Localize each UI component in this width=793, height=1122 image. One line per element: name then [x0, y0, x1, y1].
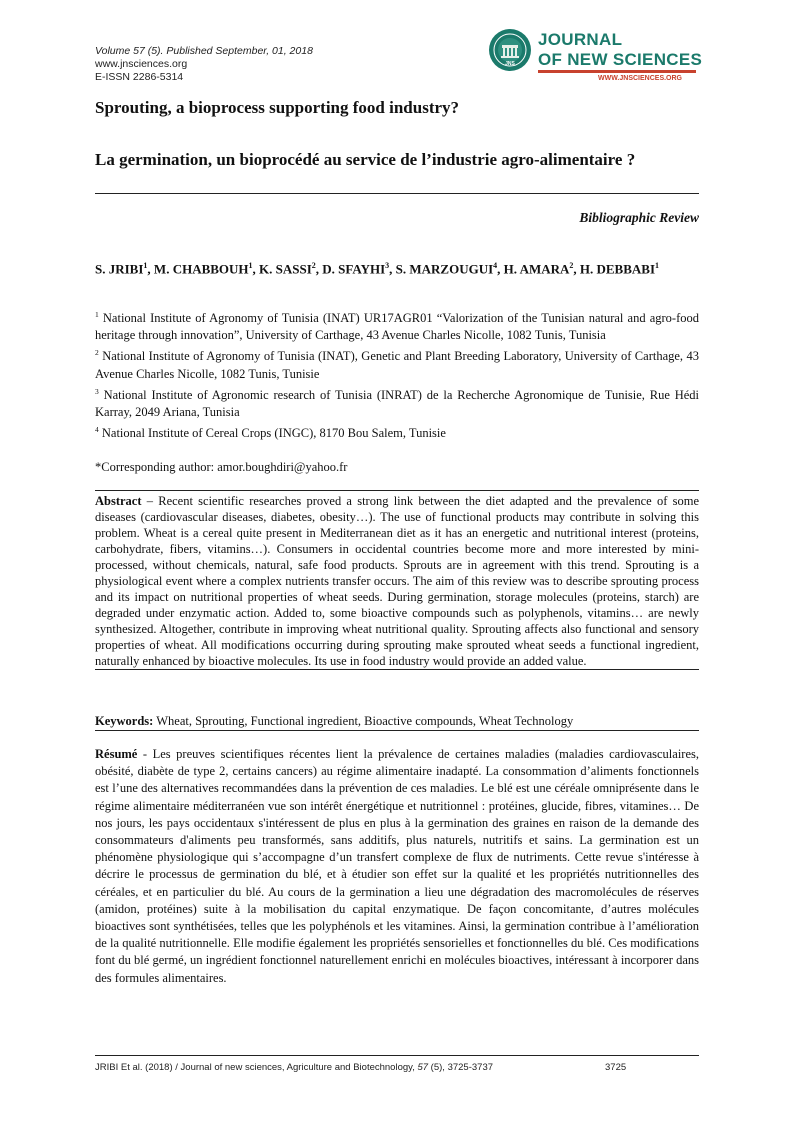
resume-text: Résumé - Les preuves scientifiques récentes lient la prévalence de certaines maladies (maladies cardiovasculaires, obésité, diabète de type 2, certains cancers) au régime alimentaire inadapté. La consommation d’aliments fonctionnels est l’une des alternatives recommandées dans la prévention de ces maladies. Le blé est une céréale omniprésente dans le régime alimentaire méditerranéen vue son intérêt énergétique et nutritionnel : protéines, glucide, fibres, vitamines… De nos jours, les pays occidentaux s'intéressent de plus en plus à la germination des graines en raison de la demande des consommateurs d'aliments peu transformés, sans additifs, plus naturels, nutritifs et sains. La germination est un phénomène physiologique qui s’accompagne d’un transfert complexe de flux de nutriments. Cette revue s'intéresse à décrire le processus de germination du blé, et à étudier son effet sur la qualité et les propriétés nutritionnelles des céréales, et en particulier du blé. Au cours de la germination a lieu une dégradation des macromolécules de réserves (amidon, protéines) suite à la mobilisation du capital enzymatique. De façon concomitante, d’autres molécules bioactives sont synthétisées, telles que les polyphénols et les vitamines. Ainsi, la germination contribue à l’amélioration de la qualité nutritionnelle. Elle modifie également les propriétés sensorielles et fonctionnelles du blé. Ces modifications font du blé germé, un ingrédient fonctionnel naturellement enrichi en molécules bioactives, intéressant à incorporer dans des formules alimentaires.	[95, 747, 699, 985]
footer-divider	[95, 1055, 699, 1056]
logo-line-1: JOURNAL	[538, 30, 623, 49]
svg-text:JNS: JNS	[505, 61, 515, 67]
affiliations	[95, 306, 699, 442]
logo-url: WWW.JNSCIENCES.ORG	[598, 75, 683, 82]
title-french: La germination, un bioprocédé au service de l’industrie agro-alimentaire ?	[95, 150, 636, 169]
author-name: S. MARZOUGUI	[395, 261, 494, 277]
title-english: Sprouting, a bioprocess supporting food industry?	[95, 98, 460, 117]
keywords-label: Keywords:	[95, 714, 154, 728]
page-number: 3725	[605, 1062, 627, 1073]
volume-info: Volume 57 (5). Published September, 01, 2018	[95, 45, 313, 57]
journal-meta	[95, 45, 313, 84]
author-affiliation-mark: 2	[569, 261, 574, 270]
author-name: H. DEBBABI	[579, 261, 656, 277]
abstract-section	[95, 490, 699, 670]
affiliation-1: $^1$ National Institute of Agronomy of Tunisia (INAT) UR17AGR01 “Valorization of the Tunisian natural and agro-food heritage through innovation”, University of Carthage, 43 Avenue Charles Nicolle, 1082 Tunis, Tunisia	[95, 310, 700, 343]
journal-logo	[488, 28, 703, 88]
journal-website: www.jnsciences.org	[95, 58, 188, 70]
journal-eissn: E-ISSN 2286-5314	[95, 71, 184, 83]
author-name: M. CHABBOUH	[153, 261, 249, 277]
author-name: D. SFAYHI	[322, 261, 386, 277]
author-affiliation-mark: 4	[493, 261, 498, 270]
affiliation-3: $^3$ National Institute of Agronomic research of Tunisia (INRAT) de la Recherche Agronomique de Tunisie, Rue Hédi Karray, 2049 Ariana, Tunisia	[95, 386, 699, 420]
affiliation-4: $^4$ National Institute of Cereal Crops (INGC), 8170 Bou Salem, Tunisie	[95, 425, 446, 441]
logo-underline	[538, 70, 696, 73]
title-divider	[95, 193, 699, 194]
corresponding-author: *Corresponding author: amor.boughdiri@yahoo.fr	[95, 460, 348, 474]
author-name: S. JRIBI	[95, 261, 144, 277]
author-list: S. JRIBI$^1$, M. CHABBOUH$^1$, K. SASSI$^2$, D. SFAYHI$^3$, S. MARZOUGUI$^4$, H. AMARA$^2$, H. DEBBABI$^1$	[95, 261, 660, 277]
author-affiliation-mark: 1	[248, 261, 253, 270]
footer-citation: JRIBI Et al. (2018) / Journal of new sciences, Agriculture and Biotechnology, 57 (5), 3725-3737 3725	[95, 1062, 627, 1073]
affiliation-2: $^2$ National Institute of Agronomy of Tunisia (INAT), Genetic and Plant Breeding Laboratory, University of Carthage, 43 Avenue Charles Nicolle, 1082 Tunis, Tunisie	[95, 348, 699, 381]
author-name: H. AMARA	[503, 261, 570, 277]
resume-label: Résumé	[95, 747, 138, 761]
journal-seal-icon	[488, 28, 532, 72]
article-type: Bibliographic Review	[579, 210, 699, 225]
author-name: K. SASSI	[259, 261, 312, 277]
author-affiliation-mark: 1	[655, 261, 660, 270]
logo-line-2: OF NEW SCIENCES	[538, 50, 703, 69]
keywords-text: Wheat, Sprouting, Functional ingredient, Bioactive compounds, Wheat Technology	[153, 714, 574, 728]
author-affiliation-mark: 3	[385, 261, 390, 270]
author-affiliation-mark: 2	[311, 261, 316, 270]
author-affiliation-mark: 1	[143, 261, 148, 270]
abstract-text: Abstract – Recent scientific researches proved a strong link between the diet adapted and the prevalence of some diseases (cardiovascular diseases, diabetes, obesity…). The use of functional products may contribute in solving this problem. Wheat is a cereal quite present in Mediterranean diet as it has an energetic and nutritional interest (proteins, carbohydrate, fibers, vitamins…). Consumers in occidental countries become more and more interested by mini-processed, without chemicals, natural, safe food products. Sprouts are in agreement with this trend. Sprouting is a physiological event where a complex nutrients transfer occurs. The aim of this review was to describe sprouting process and its impact on nutritional properties of wheat seeds. During germination, storage molecules (proteins, starch) are degraded under enzymatic action. Added to, some bioactive compounds such as polyphenols, vitamins… are newly synthesized. Altogether, contribute in improving wheat nutritional quality. Sprouting affects also functional and sensory properties of wheat. All modifications occurring during sprouting make sprouted wheat seeds a functional ingredient, naturally enhanced by bioactive molecules. Its use in food industry would provide an added value.	[95, 494, 699, 668]
keywords	[95, 713, 699, 731]
abstract-label: Abstract	[95, 494, 142, 508]
